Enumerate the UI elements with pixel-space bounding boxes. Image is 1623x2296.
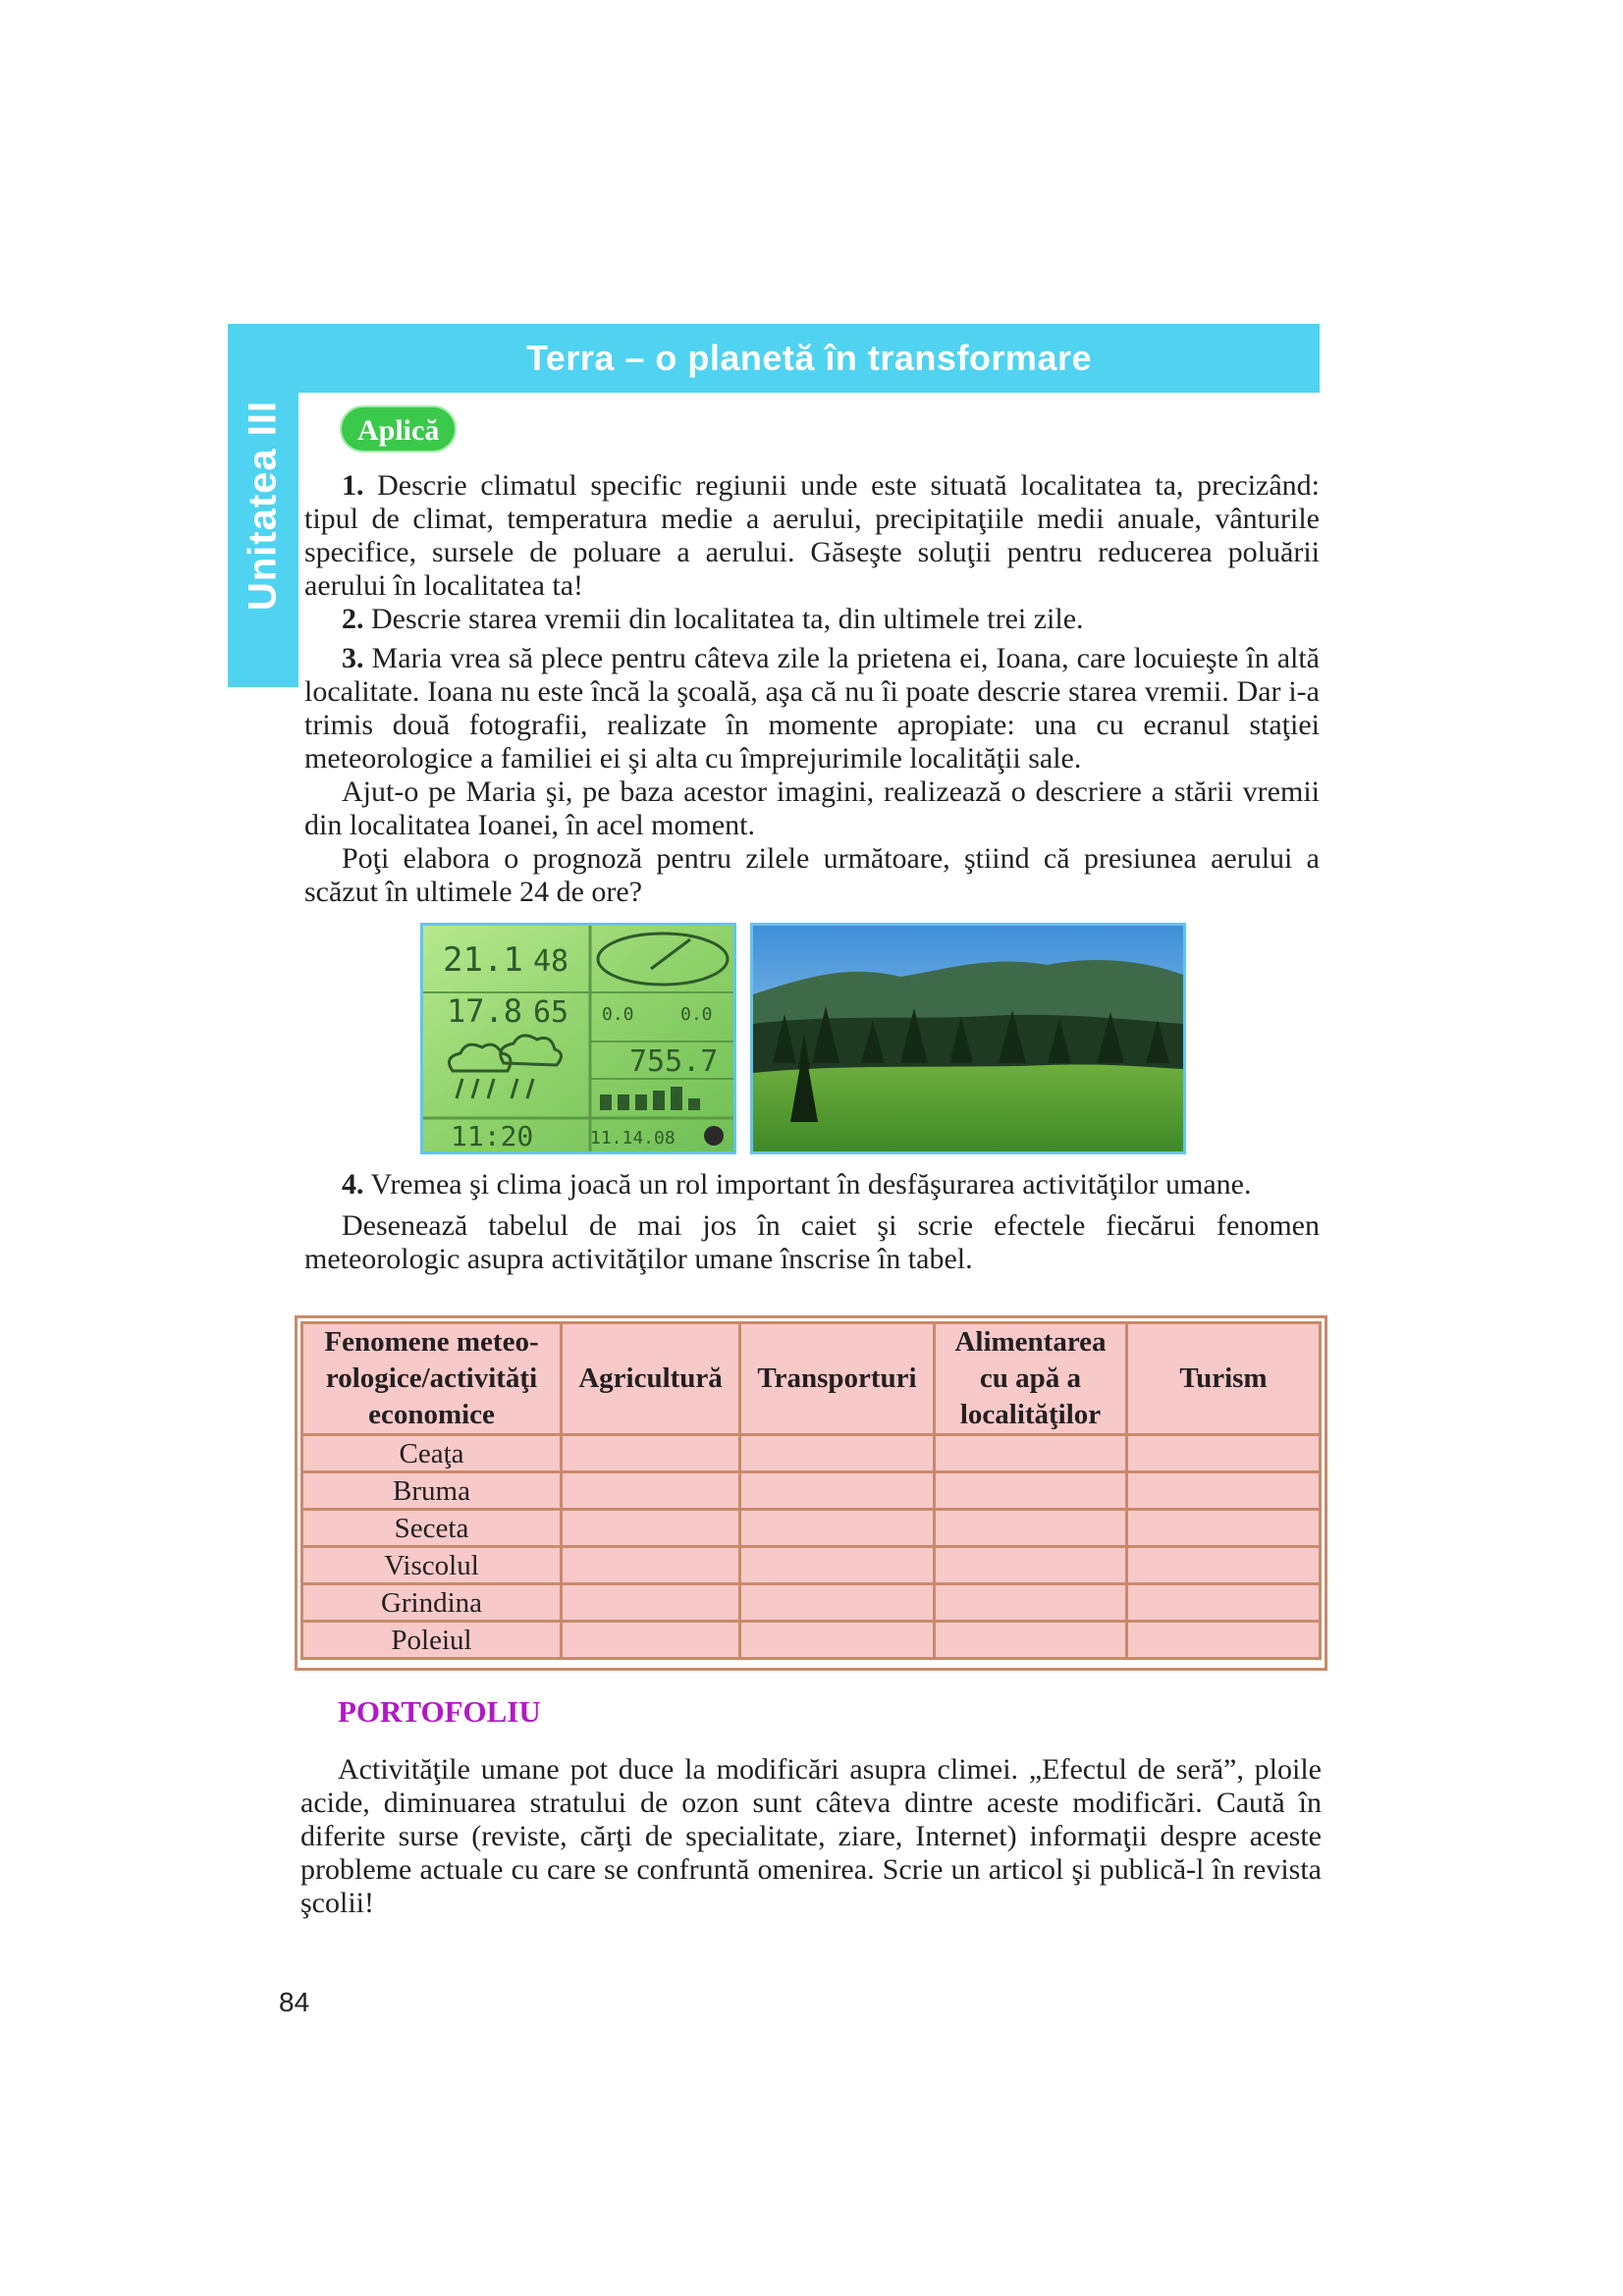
exercise-3-task: Ajut-o pe Maria şi, pe baza acestor imagini, realizează o descriere a stării vremii din localitatea Ioanei, în acel moment. [304,775,1320,841]
lcd-knob [704,1126,724,1146]
row-label: Ceaţa [302,1435,562,1472]
page-number: 84 [279,1987,310,2017]
exercise-4-task: Desenează tabelul de mai jos în caiet şi scrie efectele fiecărui fenomen meteorologic asupra activităţilor umane înscrise în tabel. [304,1209,1320,1275]
lcd-small-b: 0.0 [680,1004,713,1025]
weather-station-photo [420,923,736,1154]
row-label: Poleiul [302,1622,562,1659]
mountain-forest-scene [753,926,1183,1151]
landscape-photo [750,923,1186,1154]
table-row [302,1622,1321,1659]
header-phenomena: Fenomene meteo-rologice/activităţi economice [302,1323,562,1435]
row-label: Grindina [302,1584,562,1622]
row-label: Bruma [302,1472,562,1510]
header-transport: Transporturi [740,1323,935,1435]
table-row [302,1547,1321,1584]
exercise-1: 1. Descrie climatul specific regiunii unde este situată localitatea ta, precizând: tipul de climat, temperatura medie a aerului, precipitaţiile medii anuale, vânturile specifice, sursele de poluare a aerului. Găseşte soluţii pentru reducerea poluării aerului în localitatea ta! [304,469,1320,602]
lcd-temp-in: 21.1 [443,940,523,980]
portfolio-block [300,1753,1322,1920]
row-label: Seceta [302,1510,562,1547]
exercises-1-3 [304,469,1320,909]
lcd-small-a: 0.0 [602,1004,634,1025]
header-water-supply: Alimentarea cu apă a localităţilor [935,1323,1127,1435]
lcd-pressure: 755.7 [629,1044,719,1079]
exercise-4-block [304,1168,1320,1276]
apply-badge: Aplică [340,405,457,453]
exercise-4: 4. Vremea şi clima joacă un rol important în desfăşurarea activităţilor umane. [342,1168,1252,1201]
table-row [302,1510,1321,1547]
weather-station-screen [423,926,733,1151]
table-row [302,1435,1321,1472]
chapter-title: Terra – o planetă în transformare [298,324,1320,393]
table-row [302,1584,1321,1622]
table-row [302,1472,1321,1510]
portfolio-title: PORTOFOLIU [338,1694,541,1729]
exercise-2: 2. Descrie starea vremii din localitatea ta, din ultimele trei zile. [342,603,1084,635]
lcd-humidity-out: 65 [533,995,569,1030]
row-label: Viscolul [302,1547,562,1584]
lcd-time: 11:20 [451,1120,534,1151]
header-agriculture: Agricultură [562,1323,740,1435]
unit-side-tab [228,324,298,687]
header-tourism: Turism [1127,1323,1321,1435]
exercise-3-question: Poţi elabora o prognoză pentru zilele următoare, ştiind că presiunea aerului a scăzut în ultimele 24 de ore? [304,842,1320,908]
table-header-row [302,1323,1321,1435]
exercise-3: 3. Maria vrea să plece pentru câteva zile la prietena ei, Ioana, care locuieşte în altă localitate. Ioana nu este încă la şcoală, aşa că nu îi poate descrie starea vremii. Dar i-a trimis două fotografii, realizate în momente apropiate: una cu ecranul staţiei meteorologice a familiei ei şi alta cu împrejurimile localităţii sale. [304,642,1320,774]
lcd-temp-out: 17.8 [447,992,523,1030]
unit-label: Unitatea III [241,400,285,612]
portfolio-text: Activităţile umane pot duce la modificări asupra climei. „Efectul de seră”, ploile acide, diminuarea stratului de ozon sunt câteva dintre aceste modificări. Caută în diferite surse (reviste, cărţi de specialitate, ziare, Internet) informaţii despre aceste probleme actuale cu care se confruntă omenirea. Scrie un articol şi publică-l în revista şcolii! [300,1753,1322,1919]
phenomena-table [300,1321,1322,1660]
lcd-date: 11.14.08 [590,1128,676,1148]
lcd-humidity-in: 48 [533,944,569,979]
